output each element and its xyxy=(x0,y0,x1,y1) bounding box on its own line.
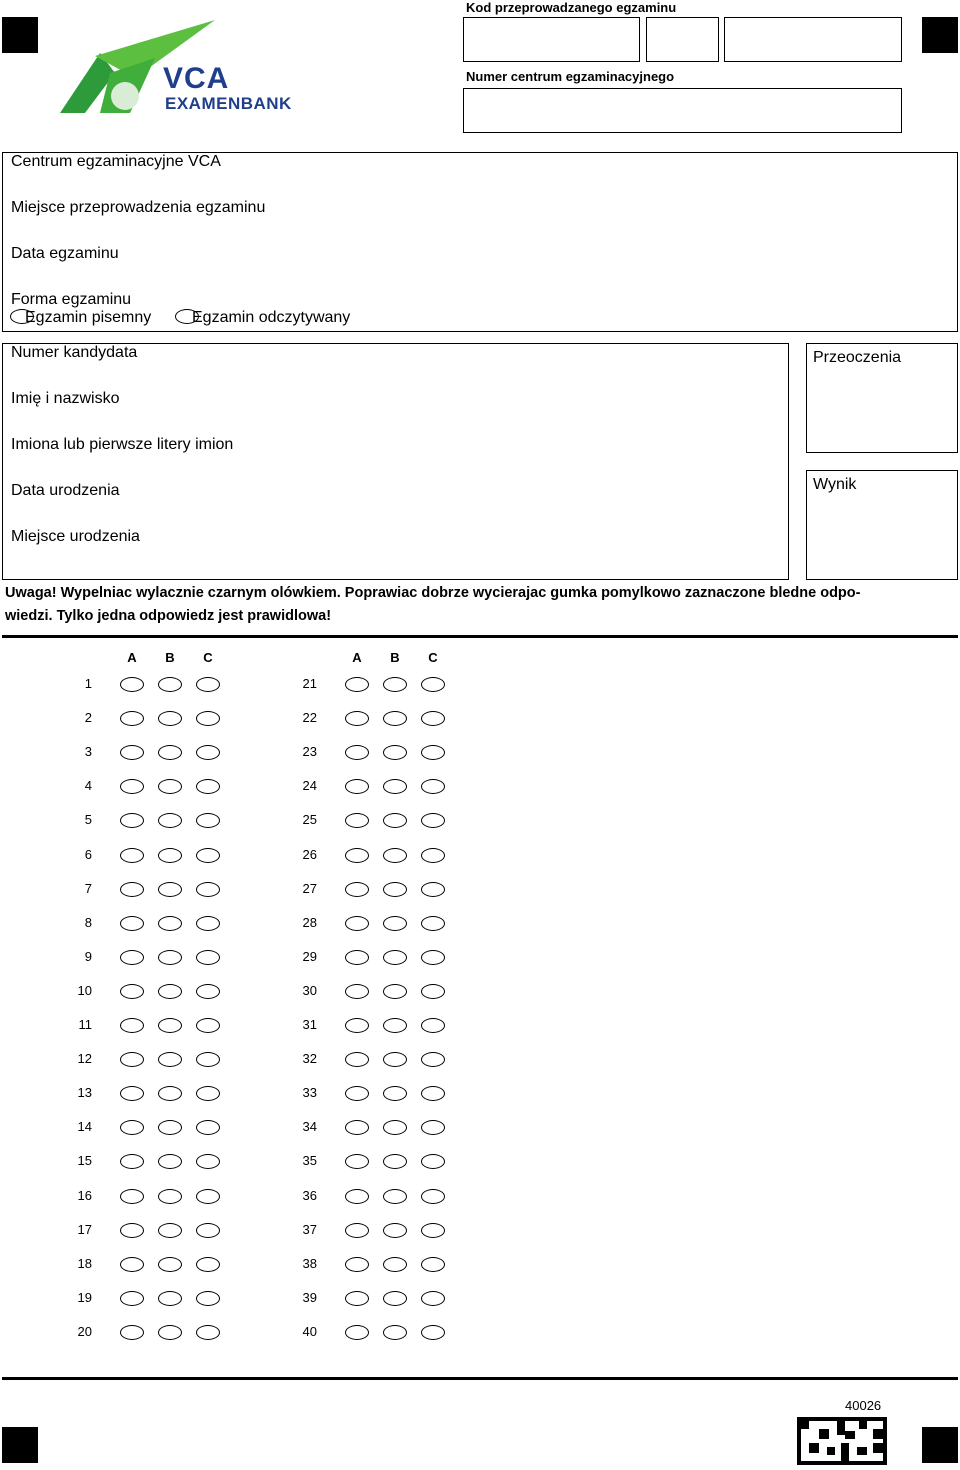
notice-line-1: Uwaga! Wypelniac wylacznie czarnym olówkiem. Poprawiac dobrze wycierajac gumka pomylkowo zaznaczone bledne odpo- xyxy=(5,585,861,601)
answer-bubble-15-b[interactable] xyxy=(158,1154,182,1169)
answer-bubble-30-b[interactable] xyxy=(383,984,407,999)
candidate-first-names-field[interactable]: Imiona lub pierwsze litery imion xyxy=(11,436,234,453)
answer-bubble-20-a[interactable] xyxy=(120,1325,144,1340)
answer-bubble-9-c[interactable] xyxy=(196,950,220,965)
answer-bubble-8-b[interactable] xyxy=(158,916,182,931)
question-number: 2 xyxy=(84,710,92,726)
answer-bubble-21-b[interactable] xyxy=(383,677,407,692)
question-number: 10 xyxy=(77,982,92,998)
exam-info-box xyxy=(2,152,958,332)
question-number: 21 xyxy=(302,676,317,691)
answer-bubble-28-b[interactable] xyxy=(383,916,407,931)
answer-bubble-36-b[interactable] xyxy=(383,1189,407,1204)
answer-bubble-24-c[interactable] xyxy=(421,779,445,794)
question-number: 23 xyxy=(302,744,317,760)
answer-grid xyxy=(0,640,960,1360)
question-number: 27 xyxy=(302,880,317,896)
vca-logo xyxy=(55,18,315,118)
answer-bubble-11-a[interactable] xyxy=(120,1018,144,1033)
exam-code-box-3[interactable] xyxy=(724,17,902,62)
exam-form-label: Forma egzaminu xyxy=(11,291,132,308)
answer-bubble-29-c[interactable] xyxy=(421,950,445,965)
exam-code-label: Kod przeprowadzanego egzaminu xyxy=(466,0,677,15)
answer-bubble-21-a[interactable] xyxy=(345,677,369,692)
answer-bubble-20-c[interactable] xyxy=(196,1325,220,1340)
answer-bubble-3-a[interactable] xyxy=(120,745,144,760)
question-number: 18 xyxy=(77,1255,92,1271)
answer-bubble-24-a[interactable] xyxy=(345,779,369,794)
answer-bubble-22-b[interactable] xyxy=(383,711,407,726)
registration-marker-bottom-left xyxy=(2,1427,38,1463)
answer-bubble-29-b[interactable] xyxy=(383,950,407,965)
answer-bubble-38-a[interactable] xyxy=(345,1257,369,1272)
answer-bubble-16-b[interactable] xyxy=(158,1189,182,1204)
question-number: 11 xyxy=(78,1017,92,1032)
question-number: 36 xyxy=(302,1187,317,1203)
answer-bubble-12-a[interactable] xyxy=(120,1052,144,1067)
answer-bubble-37-b[interactable] xyxy=(383,1223,407,1238)
answer-bubble-15-c[interactable] xyxy=(196,1154,220,1169)
question-number: 5 xyxy=(84,812,92,828)
option-header-a: A xyxy=(127,650,137,665)
form-barcode-graphic xyxy=(797,1417,887,1465)
answer-bubble-23-a[interactable] xyxy=(345,745,369,760)
answer-bubble-39-c[interactable] xyxy=(421,1291,445,1306)
answer-bubble-39-a[interactable] xyxy=(345,1291,369,1306)
question-number: 17 xyxy=(77,1221,92,1237)
answer-bubble-31-a[interactable] xyxy=(345,1018,369,1033)
question-number: 14 xyxy=(77,1119,92,1135)
question-number: 6 xyxy=(84,846,92,862)
answer-bubble-17-c[interactable] xyxy=(196,1223,220,1238)
center-number-label: Numer centrum egzaminacyjnego xyxy=(466,69,675,84)
question-number: 20 xyxy=(77,1323,92,1339)
answer-bubble-34-a[interactable] xyxy=(345,1120,369,1135)
omissions-label: Przeoczenia xyxy=(813,349,902,366)
answer-bubble-37-c[interactable] xyxy=(421,1223,445,1238)
answer-bubble-9-a[interactable] xyxy=(120,950,144,965)
question-number: 4 xyxy=(84,778,92,794)
answer-bubble-12-c[interactable] xyxy=(196,1052,220,1067)
question-number: 12 xyxy=(77,1051,92,1067)
answer-bubble-5-b[interactable] xyxy=(158,813,182,828)
answer-bubble-36-c[interactable] xyxy=(421,1189,445,1204)
exam-date-field[interactable]: Data egzaminu xyxy=(11,245,119,262)
form-code: 40026 xyxy=(845,1398,882,1413)
answer-bubble-19-b[interactable] xyxy=(158,1291,182,1306)
question-number: 7 xyxy=(84,880,92,896)
answer-bubble-14-c[interactable] xyxy=(196,1120,220,1135)
answer-bubble-31-b[interactable] xyxy=(383,1018,407,1033)
question-number: 1 xyxy=(84,676,92,691)
answer-bubble-20-b[interactable] xyxy=(158,1325,182,1340)
form-barcode xyxy=(797,1417,887,1465)
question-number: 22 xyxy=(302,710,317,726)
answer-bubble-30-c[interactable] xyxy=(421,984,445,999)
question-number: 37 xyxy=(302,1221,317,1237)
answer-bubble-37-a[interactable] xyxy=(345,1223,369,1238)
answer-bubble-40-c[interactable] xyxy=(421,1325,445,1340)
candidate-birth-place-field[interactable]: Miejsce urodzenia xyxy=(11,528,140,545)
answer-bubble-8-c[interactable] xyxy=(196,916,220,931)
answer-bubble-5-c[interactable] xyxy=(196,813,220,828)
answer-bubble-35-a[interactable] xyxy=(345,1154,369,1169)
answer-bubble-2-c[interactable] xyxy=(196,711,220,726)
answer-bubble-27-a[interactable] xyxy=(345,882,369,897)
answer-bubble-36-a[interactable] xyxy=(345,1189,369,1204)
answer-bubble-34-b[interactable] xyxy=(383,1120,407,1135)
answer-bubble-10-c[interactable] xyxy=(196,984,220,999)
option-header-a: A xyxy=(352,650,362,665)
answer-bubble-4-c[interactable] xyxy=(196,779,220,794)
question-number: 35 xyxy=(302,1153,317,1169)
question-number: 29 xyxy=(302,948,317,964)
answer-bubble-27-b[interactable] xyxy=(383,882,407,897)
result-box xyxy=(806,470,958,580)
question-number: 13 xyxy=(77,1085,92,1101)
question-number: 38 xyxy=(302,1255,317,1271)
answer-bubble-30-a[interactable] xyxy=(345,984,369,999)
logo-text-vca: VCA xyxy=(163,62,230,95)
answer-bubble-38-b[interactable] xyxy=(383,1257,407,1272)
candidate-birth-date-field[interactable]: Data urodzenia xyxy=(11,482,120,499)
answer-bubble-2-a[interactable] xyxy=(120,711,144,726)
question-number: 30 xyxy=(302,982,317,998)
answer-bubble-40-a[interactable] xyxy=(345,1325,369,1340)
answer-bubble-18-c[interactable] xyxy=(196,1257,220,1272)
option-header-b: B xyxy=(165,650,175,665)
question-number: 39 xyxy=(302,1289,317,1305)
answer-bubble-22-a[interactable] xyxy=(345,711,369,726)
answer-bubble-4-a[interactable] xyxy=(120,779,144,794)
answer-bubble-14-b[interactable] xyxy=(158,1120,182,1135)
answer-bubble-4-b[interactable] xyxy=(158,779,182,794)
question-number: 25 xyxy=(302,812,317,828)
answer-bubble-25-a[interactable] xyxy=(345,813,369,828)
answer-bubble-23-b[interactable] xyxy=(383,745,407,760)
center-number-box[interactable] xyxy=(463,88,902,133)
answer-bubble-21-c[interactable] xyxy=(421,677,445,692)
answer-bubble-6-a[interactable] xyxy=(120,848,144,863)
answer-bubble-6-c[interactable] xyxy=(196,848,220,863)
exam-code-box-2[interactable] xyxy=(646,17,719,62)
answer-bubble-39-b[interactable] xyxy=(383,1291,407,1306)
answer-bubble-17-b[interactable] xyxy=(158,1223,182,1238)
answer-bubble-5-a[interactable] xyxy=(120,813,144,828)
question-number: 19 xyxy=(77,1289,92,1305)
option-header-b: B xyxy=(390,650,400,665)
answer-bubble-17-a[interactable] xyxy=(120,1223,144,1238)
answer-bubble-38-c[interactable] xyxy=(421,1257,445,1272)
answer-bubble-26-a[interactable] xyxy=(345,848,369,863)
registration-marker-bottom-right xyxy=(922,1427,958,1463)
answer-bubble-1-a[interactable] xyxy=(120,677,144,692)
answer-bubble-26-b[interactable] xyxy=(383,848,407,863)
answer-bubble-40-b[interactable] xyxy=(383,1325,407,1340)
registration-marker-top-left xyxy=(2,17,38,53)
answer-bubble-24-b[interactable] xyxy=(383,779,407,794)
answer-bubble-3-c[interactable] xyxy=(196,745,220,760)
answer-bubble-3-b[interactable] xyxy=(158,745,182,760)
answer-bubble-11-b[interactable] xyxy=(158,1018,182,1033)
answer-bubble-8-a[interactable] xyxy=(120,916,144,931)
candidate-name-field[interactable]: Imię i nazwisko xyxy=(11,390,120,407)
question-number: 15 xyxy=(77,1153,92,1169)
oral-exam-label: Egzamin odczytywany xyxy=(192,309,351,326)
candidate-number-field[interactable]: Numer kandydata xyxy=(11,344,138,361)
answer-bubble-19-c[interactable] xyxy=(196,1291,220,1306)
exam-center-field[interactable]: Centrum egzaminacyjne VCA xyxy=(11,153,221,170)
answer-bubble-34-c[interactable] xyxy=(421,1120,445,1135)
candidate-info-box xyxy=(2,343,789,580)
answer-bubble-32-a[interactable] xyxy=(345,1052,369,1067)
divider-bottom xyxy=(2,1377,958,1380)
answer-bubble-25-c[interactable] xyxy=(421,813,445,828)
option-header-c: C xyxy=(428,650,438,665)
result-label: Wynik xyxy=(813,476,857,493)
question-number: 9 xyxy=(84,948,92,964)
answer-bubble-33-c[interactable] xyxy=(421,1086,445,1101)
question-number: 40 xyxy=(302,1323,317,1339)
question-number: 26 xyxy=(302,846,317,862)
answer-bubble-16-c[interactable] xyxy=(196,1189,220,1204)
option-header-c: C xyxy=(203,650,213,665)
written-exam-label: Egzamin pisemny xyxy=(25,309,152,326)
question-number: 34 xyxy=(302,1119,317,1135)
omissions-box xyxy=(806,343,958,453)
logo-text-examenbank: EXAMENBANK xyxy=(165,94,292,113)
answer-bubble-32-b[interactable] xyxy=(383,1052,407,1067)
answer-bubble-12-b[interactable] xyxy=(158,1052,182,1067)
answer-bubble-26-c[interactable] xyxy=(421,848,445,863)
answer-bubble-18-a[interactable] xyxy=(120,1257,144,1272)
answer-bubble-32-c[interactable] xyxy=(421,1052,445,1067)
divider-top xyxy=(2,635,958,638)
answer-bubble-16-a[interactable] xyxy=(120,1189,144,1204)
question-number: 3 xyxy=(84,744,92,760)
answer-bubble-10-b[interactable] xyxy=(158,984,182,999)
answer-bubble-28-a[interactable] xyxy=(345,916,369,931)
answer-bubble-31-c[interactable] xyxy=(421,1018,445,1033)
answer-bubble-11-c[interactable] xyxy=(196,1018,220,1033)
exam-place-field[interactable]: Miejsce przeprowadzenia egzaminu xyxy=(11,199,266,216)
answer-bubble-22-c[interactable] xyxy=(421,711,445,726)
answer-bubble-13-c[interactable] xyxy=(196,1086,220,1101)
answer-bubble-14-a[interactable] xyxy=(120,1120,144,1135)
answer-bubble-13-a[interactable] xyxy=(120,1086,144,1101)
answer-bubble-27-c[interactable] xyxy=(421,882,445,897)
answer-bubble-35-b[interactable] xyxy=(383,1154,407,1169)
answer-bubble-9-b[interactable] xyxy=(158,950,182,965)
answer-bubble-2-b[interactable] xyxy=(158,711,182,726)
answer-bubble-28-c[interactable] xyxy=(421,916,445,931)
registration-marker-top-right xyxy=(922,17,958,53)
answer-bubble-7-c[interactable] xyxy=(196,882,220,897)
answer-bubble-29-a[interactable] xyxy=(345,950,369,965)
answer-bubble-1-b[interactable] xyxy=(158,677,182,692)
answer-bubble-7-b[interactable] xyxy=(158,882,182,897)
answer-bubble-35-c[interactable] xyxy=(421,1154,445,1169)
answer-bubble-15-a[interactable] xyxy=(120,1154,144,1169)
question-number: 32 xyxy=(302,1051,317,1067)
question-number: 31 xyxy=(302,1017,317,1032)
exam-code-box-1[interactable] xyxy=(463,17,640,62)
question-number: 16 xyxy=(77,1187,92,1203)
answer-bubble-1-c[interactable] xyxy=(196,677,220,692)
question-number: 28 xyxy=(302,914,317,930)
answer-bubble-7-a[interactable] xyxy=(120,882,144,897)
answer-bubble-10-a[interactable] xyxy=(120,984,144,999)
answer-bubble-33-b[interactable] xyxy=(383,1086,407,1101)
answer-bubble-6-b[interactable] xyxy=(158,848,182,863)
answer-bubble-13-b[interactable] xyxy=(158,1086,182,1101)
answer-bubble-18-b[interactable] xyxy=(158,1257,182,1272)
answer-bubble-33-a[interactable] xyxy=(345,1086,369,1101)
answer-bubble-25-b[interactable] xyxy=(383,813,407,828)
answer-bubble-19-a[interactable] xyxy=(120,1291,144,1306)
question-number: 8 xyxy=(84,914,92,930)
question-number: 24 xyxy=(302,778,317,794)
answer-bubble-23-c[interactable] xyxy=(421,745,445,760)
notice-line-2: wiedzi. Tylko jedna odpowiedz jest prawidlowa! xyxy=(5,608,332,624)
question-number: 33 xyxy=(302,1085,317,1101)
